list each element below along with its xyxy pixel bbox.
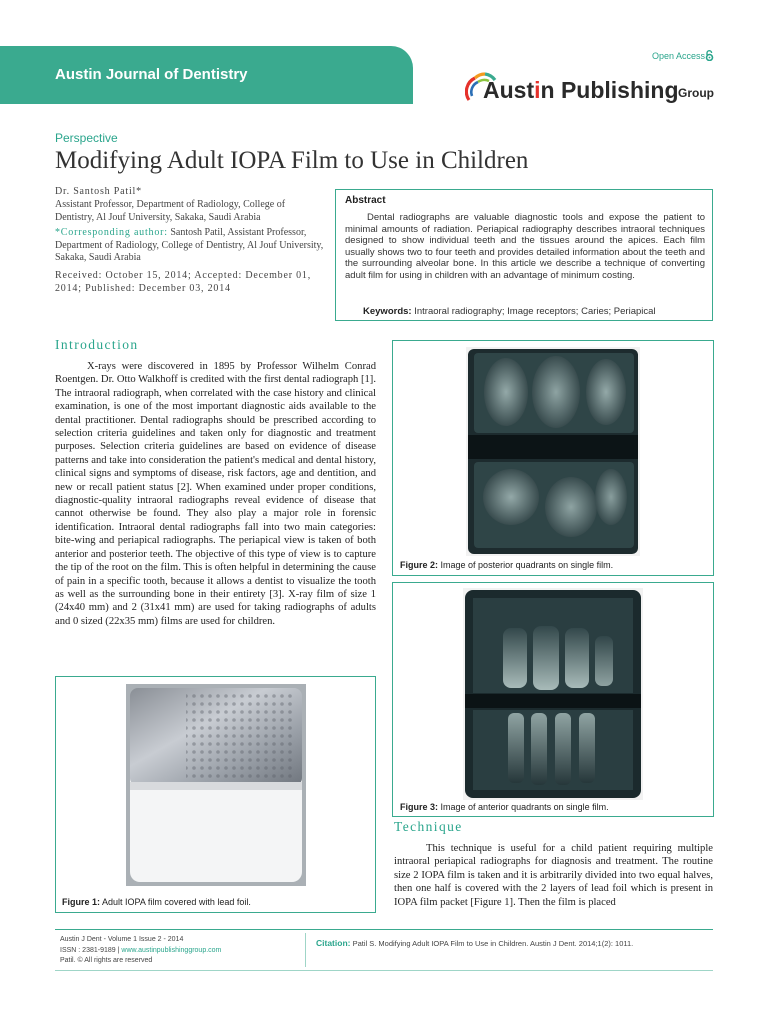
footer-volume: Austin J Dent - Volume 1 Issue 2 - 2014 [60,936,184,943]
author-name: Dr. Santosh Patil* [55,186,142,197]
introduction-heading: Introduction [55,337,139,352]
footer-issn-line: ISSN : 2381-9189 | www.austinpublishinggroup.com [60,946,222,954]
footer-journal-info [60,935,221,967]
corresponding-author-label: *Corresponding author: [55,227,168,238]
footer-divider-bottom [55,970,713,971]
dates-received: Received: October 15, 2014; Accepted: December 01, [55,270,312,281]
figure-2-caption: Figure 2: Image of posterior quadrants on single film. [400,560,614,570]
dates-published: 2014; Published: December 03, 2014 [55,283,231,294]
abstract-box [335,189,713,321]
figure-3 [392,582,714,817]
abstract-heading: Abstract [345,195,386,206]
footer-url-link[interactable]: www.austinpublishinggroup.com [121,946,222,954]
open-lock-icon [705,50,714,61]
footer-divider-top [55,929,713,930]
figure-3-image [463,588,643,800]
corresponding-author: *Corresponding author: Santosh Patil, Assistant Professor, Department of Radiology, College of Dentistry, Al Jouf University, Sakaka, Saudi Arabia [55,227,324,263]
figure-1-image [126,684,306,886]
keywords: Keywords: Intraoral radiography; Image receptors; Caries; Periapical [363,306,656,317]
footer-divider-vertical [305,933,306,967]
technique-heading: Technique [394,819,463,834]
article-title: Modifying Adult IOPA Film to Use in Children [55,147,529,174]
figure-2-image [466,347,640,556]
footer-rights: Patil. © All rights are reserved [60,957,153,964]
journal-name: Austin Journal of Dentistry [55,66,248,83]
figure-3-caption: Figure 3: Image of anterior quadrants on single film. [400,802,609,812]
open-access-label: Open Access [652,51,706,61]
footer-citation: Citation: Patil S. Modifying Adult IOPA Film to Use in Children. Austin J Dent. 2014;1(2): 1011. [316,938,634,948]
technique-text: This technique is useful for a child patient requiring multiple intraoral periapical radiographs for diagnosis and treatment. The routine size 2 IOPA film is taken and it is arbitrarily divided into two equal halves, then one half is covered with the 2 layers of lead foil which is present in IOPA film packet [Figure 1]. Then the film is placed [394,843,713,908]
publisher-name: Austin Publishing [483,77,679,103]
abstract-text: Dental radiographs are valuable diagnostic tools and expose the patient to minimal amounts of radiation. Periapical radiography describes intraoral techniques designed to show individual teeth and the tissues around the apices. Each film usually shows two to four teeth and provides detailed information about the teeth and the surrounding alveolar bone. In this article we describe a technique of converting adult film for using in children with an advantage of minimum costing. [345,212,705,281]
figure-1-caption: Figure 1: Adult IOPA film covered with lead foil. [62,897,251,907]
publisher-suffix: Group [678,86,714,100]
author-affiliation: Assistant Professor, Department of Radiology, College of Dentistry, Al Jouf University, Sakaka, Saudi Arabia [55,199,286,223]
introduction-text: X-rays were discovered in 1895 by Professor Wilhelm Conrad Roentgen. Dr. Otto Walkhoff is credited with the first dental radiograph [1]. The intraoral radiograph, when correlated with the case history and clinical examination, is one of the most important diagnostic aids available to the dental practitioner. Dental radiographs should be prescribed according to selection criteria guidelines and taken only for diagnostic and treatment purposes. Selection criteria guidelines are based on evidence of disease patterns and take into consideration the patient's medical and dental history, clinical signs and symptoms of disease, risk factors, age and dentition, and new or recall patient status [2]. When examined under proper conditions, diagnostic-quality intraoral radiographs reveal evidence of disease that cannot otherwise be found. They also play a major role in forensic identification. Intraoral dental radiographs fall into two main categories: bite-wing and periapical radiographs. The periapical view is taken of both anterior and posterior teeth. The objective of this type of view is to capture the tip of the root on the film. This is often helpful in determining the cause of pain in a specific tooth, because it allows a dentist to visualize the tooth as well as the surrounding bone in their entirety [3]. X-ray film of size 1 (24x40 mm) and 2 (31x41 mm) are used for taking radiographs of adults and 0 sized (22x35 mm) films are used for children. [55,361,376,627]
figure-1 [55,676,376,913]
figure-2 [392,340,714,576]
article-type: Perspective [55,131,118,145]
